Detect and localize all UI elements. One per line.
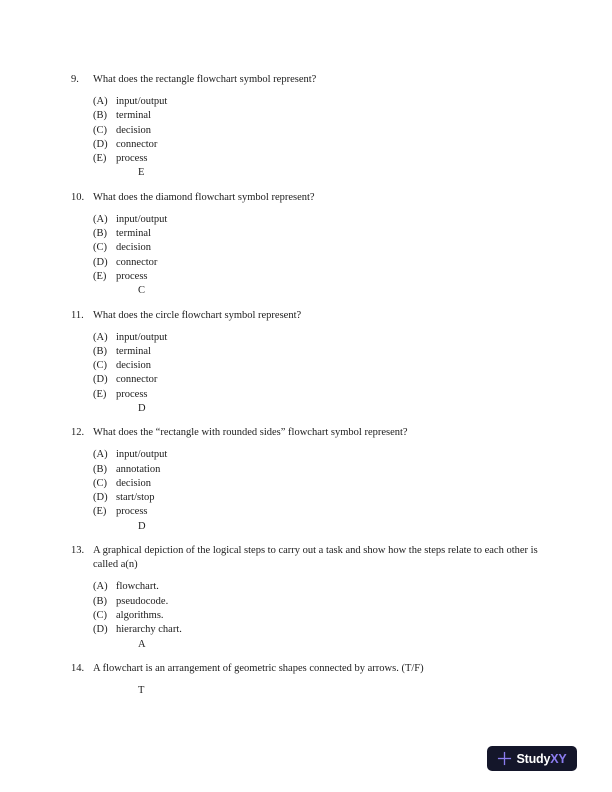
- option-text: process: [116, 270, 148, 282]
- option-marker: (D): [93, 374, 108, 386]
- option-text: process: [116, 153, 148, 165]
- option-text: annotation: [116, 463, 161, 475]
- question-number: 13.: [71, 545, 85, 557]
- logo-brand-accent: XY: [550, 751, 567, 766]
- option-row: [93, 241, 551, 255]
- option-row: [93, 623, 551, 637]
- option-text: decision: [116, 242, 151, 254]
- option-text: decision: [116, 477, 151, 489]
- studyxy-logo: [487, 746, 577, 771]
- question-block: [71, 73, 551, 181]
- plus-icon: [497, 751, 512, 766]
- option-marker: (D): [93, 624, 108, 636]
- question-block: [71, 426, 551, 534]
- question-number: 14.: [71, 662, 85, 674]
- option-text: input/output: [116, 213, 168, 225]
- option-text: terminal: [116, 110, 151, 122]
- option-marker: (D): [93, 492, 108, 504]
- option-row: [93, 491, 551, 505]
- option-marker: (D): [93, 256, 108, 268]
- option-row: [93, 505, 551, 519]
- option-marker: (E): [93, 270, 107, 282]
- option-marker: (E): [93, 506, 107, 518]
- option-marker: (B): [93, 228, 107, 240]
- option-text: connector: [116, 138, 158, 150]
- options-list: [93, 580, 551, 651]
- options-list: [93, 213, 551, 299]
- options-list: [93, 684, 551, 698]
- option-marker: (B): [93, 463, 107, 475]
- option-text: connector: [116, 374, 158, 386]
- option-marker: (C): [93, 242, 107, 254]
- option-text: input/output: [116, 331, 168, 343]
- option-marker: (C): [93, 609, 107, 621]
- option-row: [93, 152, 551, 166]
- option-row: [93, 463, 551, 477]
- option-row: [93, 580, 551, 594]
- option-text: decision: [116, 360, 151, 372]
- option-text: connector: [116, 256, 158, 268]
- option-marker: (B): [93, 110, 107, 122]
- question-number: 9.: [71, 74, 79, 85]
- option-row: [93, 256, 551, 270]
- option-marker: (A): [93, 331, 108, 343]
- option-row: [93, 95, 551, 109]
- quiz-content: [71, 73, 551, 698]
- option-row: [93, 373, 551, 387]
- option-row: [93, 227, 551, 241]
- option-marker: (D): [93, 138, 108, 150]
- options-list: [93, 331, 551, 417]
- logo-brand-primary: Study: [516, 751, 551, 766]
- question-number: 12.: [71, 427, 85, 439]
- option-marker: (C): [93, 477, 107, 489]
- option-text: hierarchy chart.: [116, 624, 182, 636]
- option-text: decision: [116, 124, 151, 136]
- question-text: A graphical depiction of the logical steps to carry out a task and show how the steps relate to each other is called a(n): [93, 545, 538, 571]
- option-text: input/output: [116, 95, 168, 107]
- question-row: [71, 426, 551, 440]
- options-list: [93, 448, 551, 534]
- question-text: What does the “rectangle with rounded sides” flowchart symbol represent?: [93, 427, 408, 439]
- option-text: start/stop: [116, 492, 155, 504]
- option-text: process: [116, 388, 148, 400]
- option-marker: (C): [93, 360, 107, 372]
- option-row: [93, 124, 551, 138]
- question-row: [71, 662, 551, 676]
- option-text: terminal: [116, 228, 151, 240]
- option-row: [93, 595, 551, 609]
- option-marker: (B): [93, 345, 107, 357]
- option-row: [93, 213, 551, 227]
- option-marker: (A): [93, 95, 108, 107]
- question-block: [71, 544, 551, 652]
- question-row: [71, 309, 551, 323]
- answer-letter: A: [138, 638, 146, 650]
- question-text: A flowchart is an arrangement of geometric shapes connected by arrows. (T/F): [93, 662, 424, 674]
- option-text: terminal: [116, 345, 151, 357]
- option-text: algorithms.: [116, 609, 164, 621]
- option-row: [93, 359, 551, 373]
- answer-letter: D: [138, 520, 146, 532]
- option-marker: (B): [93, 595, 107, 607]
- question-text: What does the diamond flowchart symbol represent?: [93, 191, 315, 203]
- options-list: [93, 95, 551, 181]
- option-marker: (A): [93, 213, 108, 225]
- answer-letter: C: [138, 285, 146, 297]
- question-text: What does the circle flowchart symbol represent?: [93, 309, 302, 321]
- question-block: [71, 662, 551, 698]
- answer-letter: D: [138, 403, 146, 414]
- question-row: [71, 73, 551, 87]
- option-marker: (A): [93, 449, 108, 461]
- question-text: What does the rectangle flowchart symbol represent?: [93, 74, 317, 85]
- option-row: [93, 345, 551, 359]
- answer-letter: T: [138, 684, 145, 696]
- option-marker: (E): [93, 153, 107, 165]
- option-row: [93, 331, 551, 345]
- question-block: [71, 191, 551, 299]
- option-text: flowchart.: [116, 581, 159, 593]
- logo-brand-text: [516, 752, 566, 766]
- option-row: [93, 109, 551, 123]
- question-number: 11.: [71, 309, 84, 321]
- option-text: pseudocode.: [116, 595, 169, 607]
- option-row: [93, 388, 551, 402]
- option-row: [93, 609, 551, 623]
- option-text: input/output: [116, 449, 168, 461]
- option-row: [93, 477, 551, 491]
- option-row: [93, 138, 551, 152]
- option-marker: (C): [93, 124, 107, 136]
- option-marker: (A): [93, 581, 108, 593]
- option-marker: (E): [93, 388, 107, 400]
- option-row: [93, 448, 551, 462]
- option-row: [93, 270, 551, 284]
- question-row: [71, 544, 551, 573]
- question-row: [71, 191, 551, 205]
- question-number: 10.: [71, 191, 85, 203]
- answer-letter: E: [138, 167, 145, 179]
- option-text: process: [116, 506, 148, 518]
- question-block: [71, 309, 551, 417]
